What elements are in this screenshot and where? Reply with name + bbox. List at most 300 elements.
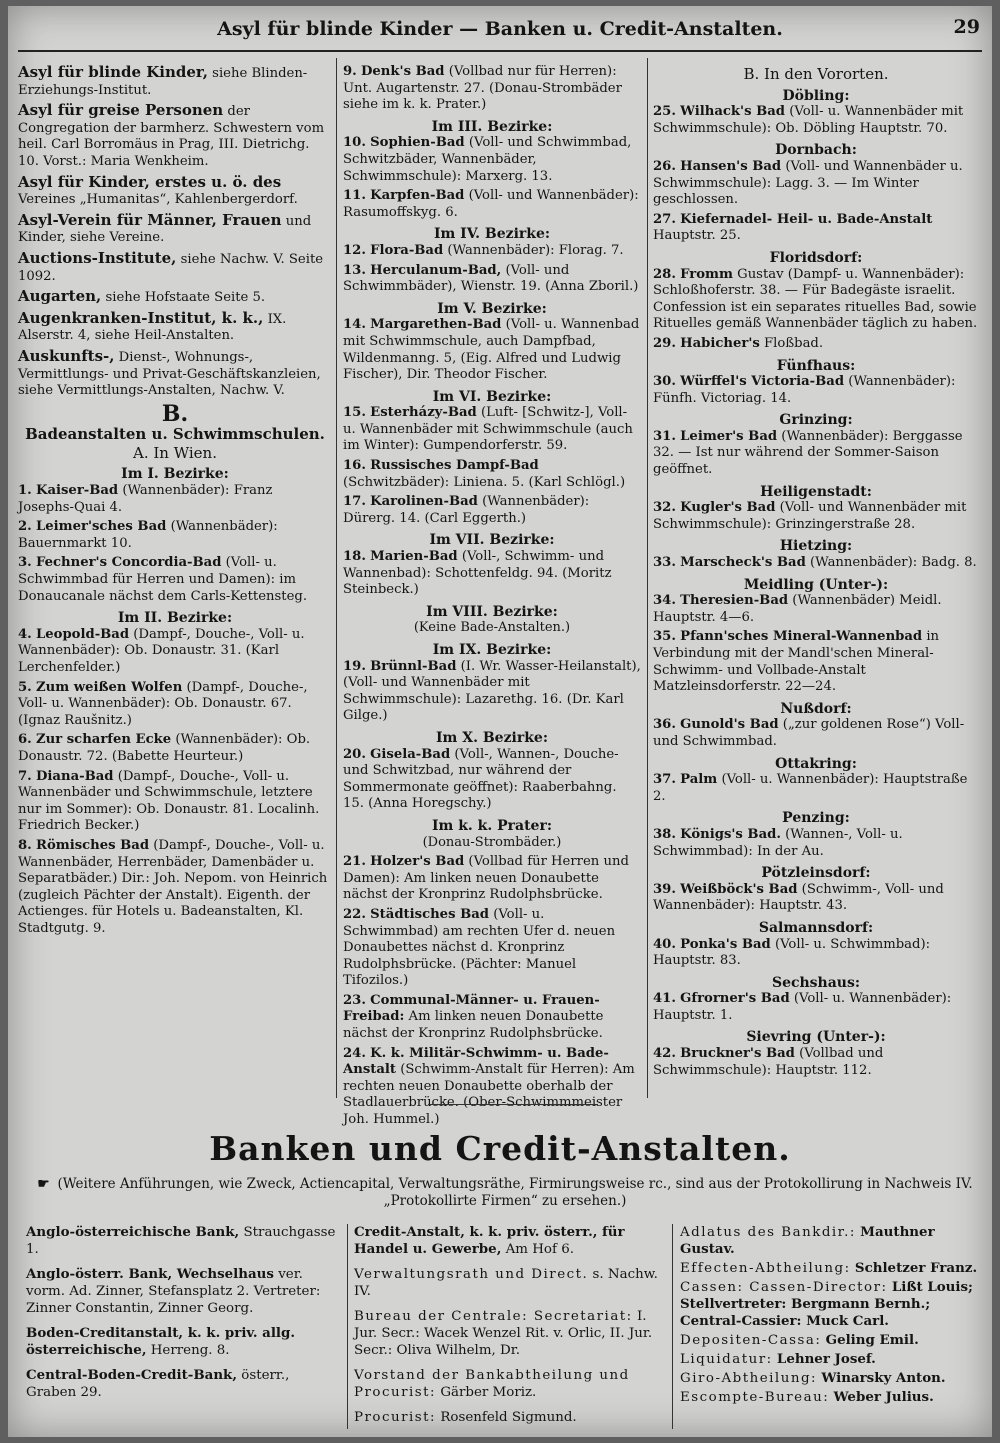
- bank-staff-entry: [354, 1409, 666, 1426]
- bath-number: 33.: [653, 555, 676, 571]
- bath-number: 10.: [343, 135, 366, 151]
- bath-name: Herculanum-Bad,: [370, 262, 502, 278]
- suburb-bath-list: [653, 88, 979, 1080]
- place-heading: Hietzing:: [779, 538, 853, 555]
- bath-details: (Dampf-, Douche-, Voll- u. Wannenbäder, Herrenbäder, Damenbäder u. Separatbäder.) Dir.: Joh. Nepom. von Heinrich (zugleich Pächter der Anstalt). Eigenth. der Actienges. für Hotels u. Badeanstalten, Kl. Stadtgutg. 9.: [18, 837, 328, 936]
- bank-name: Anglo-österr. Bank, Wechselhaus: [26, 1266, 274, 1282]
- bath-details: (Wannenbäder): Dürerg. 14. (Carl Eggerth.): [343, 494, 590, 526]
- bath-list: [343, 243, 641, 296]
- district-heading: Im I. Bezirke:: [121, 466, 229, 483]
- bank-entry: [26, 1367, 342, 1401]
- district-heading: Im VI. Bezirke:: [432, 388, 552, 405]
- bath-number: 5.: [18, 679, 32, 695]
- district-heading: Im k. k. Prater:: [431, 817, 553, 834]
- bath-entry: [18, 627, 332, 677]
- bath-details: (Wannenbäder): Franz Josephs-Quai 4.: [18, 483, 273, 515]
- bath-number: 25.: [653, 104, 676, 120]
- bank-address: Am Hof 6.: [505, 1242, 574, 1257]
- district-heading: Im II. Bezirke:: [117, 610, 233, 627]
- section-letter: B.: [161, 400, 189, 427]
- bath-number: 40.: [653, 936, 676, 952]
- staff-role: Adlatus des Bankdir.:: [680, 1225, 856, 1240]
- bath-entry: [653, 336, 979, 353]
- bath-number: 13.: [343, 262, 366, 278]
- place-heading: Fünfhaus:: [776, 357, 856, 374]
- bath-name: Gunold's Bad: [680, 717, 779, 733]
- banks-title: Banken und Credit-Anstalten.: [209, 1129, 791, 1168]
- bath-number: 29.: [653, 335, 676, 351]
- bath-number: 8.: [18, 837, 32, 853]
- index-entry: [18, 174, 332, 209]
- bath-name: Weißböck's Bad: [680, 881, 798, 897]
- place-heading: Salmannsdorf:: [758, 919, 874, 936]
- bath-list: [343, 135, 641, 221]
- bath-details: (Voll- u. Wannenbäder): Hauptstraße 2.: [653, 772, 968, 804]
- bank-entry: [26, 1325, 342, 1359]
- bath-entry: [343, 317, 641, 383]
- bath-details: (Vollbad und Schwimmschule): Hauptstr. 112.: [653, 1046, 884, 1078]
- bath-name: Bruckner's Bad: [680, 1046, 795, 1062]
- bank-staff-entry: [354, 1308, 666, 1359]
- staff-names: Rosenfeld Sigmund.: [440, 1410, 577, 1425]
- bath-details: (Wannenbäder) Meidl. Hauptstr. 4—6.: [653, 593, 942, 625]
- bath-entry: [653, 429, 979, 479]
- bath-name: Kiefernadel- Heil- u. Bade-Anstalt: [680, 211, 933, 227]
- pointing-hand-icon: ☛: [37, 1176, 50, 1192]
- bath-number: 38.: [653, 826, 676, 842]
- bath-entry: [343, 659, 641, 725]
- place-heading: Meidling (Unter-):: [743, 576, 889, 593]
- bank-name: Credit-Anstalt, k. k. priv. österr., für Handel u. Gewerbe,: [354, 1224, 625, 1257]
- bath-number: 28.: [653, 266, 676, 282]
- entry-name: Augenkranken-Institut, k. k.,: [18, 308, 264, 327]
- staff-names: Gärber Moriz.: [440, 1385, 537, 1400]
- entry-text: IX. Alserstr. 4, siehe Heil-Anstalten.: [18, 311, 287, 344]
- index-entry: [18, 212, 332, 247]
- bank-entry: [26, 1266, 342, 1317]
- bath-details: (Dampf-, Douche-, Voll- u. Wannenbäder): Ob. Donaustr. 31. (Karl Lerchenfelder.): [18, 626, 305, 675]
- entry-text: der Congregation der barmherz. Schwestern vom heil. Carl Borromäus in Prag, III. Dietrichg. 10. Vorst.: Maria Wenkheim.: [18, 104, 325, 169]
- bath-entry: [343, 263, 641, 296]
- bath-details: (Voll- u. Schwimmbad) am rechten Ufer d. neuen Donaubettes nächst d. Kronprinz Rudolphsbrücke. (Pächter: Manuel Tifozilos.): [343, 906, 616, 989]
- bath-entry: [18, 680, 332, 730]
- bath-name: Russisches Dampf-Bad: [370, 458, 539, 474]
- entry-text: siehe Nachw. V. Seite 1092.: [18, 251, 324, 284]
- bath-name: Diana-Bad: [35, 768, 114, 784]
- bath-entry: [653, 882, 979, 915]
- bath-number: 19.: [343, 658, 366, 674]
- bath-number: 3.: [18, 555, 32, 571]
- bath-entry: [343, 854, 641, 904]
- bath-entry: [343, 64, 641, 114]
- staff-names: Weber Julius.: [833, 1389, 934, 1405]
- staff-role: Liquidatur:: [680, 1352, 773, 1367]
- bath-name: Hansen's Bad: [680, 158, 782, 174]
- bath-details: (Luft- [Schwitz-], Voll- u. Wannenbäder mit Schwimmschule (auch im Winter): Gumpendorferstr. 59.: [343, 405, 633, 454]
- bath-name: Sophien-Bad: [370, 135, 465, 151]
- index-entry: [18, 348, 332, 400]
- column-1: [18, 64, 332, 941]
- index-entry: [18, 102, 332, 170]
- bath-entry: [653, 267, 979, 333]
- staff-role: Giro-Abtheilung:: [680, 1371, 818, 1386]
- bath-entry: [18, 483, 332, 516]
- bath-name: Zum weißen Wolfen: [35, 679, 183, 695]
- bank-address: Herreng. 8.: [150, 1343, 230, 1358]
- bath-list: [18, 627, 332, 938]
- place-heading: Sievring (Unter-):: [746, 1029, 886, 1046]
- header-rule: [18, 50, 982, 52]
- bank-entry: [354, 1224, 666, 1258]
- bank-staff-entry: [680, 1260, 980, 1277]
- bath-details: (Wannenbäder): Florag. 7.: [447, 242, 624, 258]
- bath-details: (Voll- und Wannenbäder u. Schwimmschule): Lagg. 3. — Im Winter geschlossen.: [653, 158, 963, 208]
- bath-number: 24.: [343, 1045, 366, 1061]
- bath-details: in Verbindung mit der Mandl'schen Mineral-Schwimm- und Vollbade-Anstalt Matzleinsdorferstr. 22—24.: [653, 629, 940, 695]
- bath-number: 6.: [18, 732, 32, 748]
- asyl-list: [18, 64, 332, 400]
- bath-list: [343, 854, 641, 1129]
- bath-number: 12.: [343, 242, 366, 258]
- staff-names: Lehner Josef.: [776, 1351, 876, 1367]
- bath-name: Palm: [680, 772, 718, 788]
- banks-note: [30, 1176, 980, 1210]
- index-entry: [18, 64, 332, 99]
- running-header: [8, 10, 992, 50]
- staff-names: Lißt Louis; Stellvertreter: Bergmann Bernh.; Central-Cassier: Muck Carl.: [680, 1279, 973, 1329]
- place-heading: Ottakring:: [775, 755, 857, 772]
- entry-name: Asyl für blinde Kinder,: [18, 63, 208, 81]
- bath-name: Gfrorner's Bad: [680, 991, 790, 1007]
- bath-number: 21.: [343, 854, 366, 870]
- bath-entry: [653, 500, 979, 533]
- staff-names: Winarsky Anton.: [821, 1370, 946, 1386]
- place-heading: Floridsdorf:: [769, 249, 863, 266]
- bath-details: (Wannenbäder): Berggasse 32. — Ist nur während der Sommer-Saison geöffnet.: [653, 428, 963, 478]
- bath-number: 4.: [18, 626, 32, 642]
- bath-details: (Voll- u. Wannenbad mit Schwimmschule, auch Dampfbad, Wildenmanng. 5, (Eig. Alfred und Ludwig Fischer), Dir. Theodor Fischer.: [343, 317, 640, 383]
- entry-name: Augarten,: [18, 287, 102, 306]
- staff-role: Effecten-Abtheilung:: [680, 1261, 851, 1276]
- bath-entry: [653, 827, 979, 860]
- banks-column-1: [26, 1224, 342, 1409]
- bath-name: Zur scharfen Ecke: [35, 732, 172, 748]
- bath-details: (Voll- und Wannenbäder): Rasumoffskyg. 6.: [343, 188, 639, 220]
- place-heading: Grinzing:: [779, 412, 853, 429]
- bath-details: („zur goldenen Rose“) Voll- und Schwimmbad.: [653, 717, 965, 749]
- bath-entry: [653, 104, 979, 137]
- district-heading: Im VII. Bezirke:: [429, 532, 555, 549]
- bath-number: 42.: [653, 1046, 676, 1062]
- bath-entry: [343, 135, 641, 185]
- bath-details: (Voll- u. Wannenbäder mit Schwimmschule): Ob. Döbling Hauptstr. 70.: [653, 104, 964, 136]
- entry-text: und Kinder, siehe Vereine.: [18, 213, 312, 246]
- entry-name: Asyl-Verein für Männer, Frauen: [18, 210, 282, 229]
- bath-list: [343, 317, 641, 383]
- bath-number: 27.: [653, 211, 676, 227]
- bath-details: (Wannenbäder): Bauernmarkt 10.: [18, 519, 278, 551]
- bath-details: (Voll- und Schwimmbad, Schwitzbäder, Wannenbäder, Schwimmschule): Marxerg. 13.: [343, 135, 632, 184]
- bath-number: 37.: [653, 772, 676, 788]
- bath-name: Pfann'sches Mineral-Wannenbad: [680, 629, 923, 645]
- staff-role: Procurist:: [354, 1410, 437, 1425]
- bank-staff-list: [354, 1266, 666, 1426]
- section-title: Badeanstalten u. Schwimmschulen.: [25, 425, 325, 444]
- bath-entry: [343, 993, 641, 1043]
- entry-text: siehe Blinden-Erziehungs-Institut.: [18, 66, 308, 98]
- bath-list: [343, 405, 641, 527]
- bath-details: (Voll- und Schwimmbäder), Wienstr. 19. (Anna Zboril.): [343, 262, 639, 295]
- bath-name: Römisches Bad: [35, 837, 150, 853]
- staff-role: Depositen-Cassa:: [680, 1333, 822, 1348]
- bath-entry: [343, 747, 641, 813]
- bath-name: Leimer'sches Bad: [35, 519, 167, 535]
- bath-entry: [653, 159, 979, 209]
- bath-number: 7.: [18, 768, 32, 784]
- page-number: 29: [953, 16, 980, 38]
- bath-list: [343, 747, 641, 813]
- staff-role: Bureau der Centrale: Secretariat:: [354, 1309, 633, 1324]
- bath-list: [343, 549, 641, 599]
- district-heading: Im IV. Bezirke:: [433, 226, 551, 243]
- subsection-a: A. In Wien.: [133, 443, 217, 462]
- bath-number: 23.: [343, 992, 366, 1008]
- bath-details: (Schwimm-Anstalt für Herren): Am rechten neuen Donaubette oberhalb der Stadlauerbrücke. (Ober-Schwimmmeister Joh. Hummel.): [343, 1062, 635, 1128]
- bath-number: 26.: [653, 158, 676, 174]
- place-heading: Penzing:: [782, 810, 850, 827]
- banks-note-text: (Weitere Anführungen, wie Zweck, Actiencapital, Verwaltungsräthe, Firmirungsweise rc., sind aus der Protokollirung in Nachweis IV. „Protokollirte Firmen“ zu ersehen.): [57, 1176, 973, 1209]
- bath-entry: [653, 555, 979, 572]
- bath-name: Leopold-Bad: [35, 626, 130, 642]
- bath-name: Margarethen-Bad: [370, 317, 502, 333]
- bath-name: Kugler's Bad: [680, 500, 776, 516]
- staff-names: Geling Emil.: [825, 1332, 919, 1348]
- place-heading: Heiligenstadt:: [760, 483, 872, 500]
- bath-number: 16.: [343, 458, 366, 474]
- staff-role: Verwaltungsrath und Direct.: [354, 1267, 589, 1282]
- bath-entry: [653, 1046, 979, 1079]
- bank-address: Strauchgasse 1.: [26, 1225, 336, 1257]
- bath-name: Leimer's Bad: [680, 428, 778, 444]
- bath-details: (Dampf-, Douche-, Voll- u. Wannenbäder und Schwimmschule, letztere nur im Sommer): Ob. Donaustr. 81. Localinh. Friedrich Becker.): [18, 768, 320, 834]
- staff-role: Cassen: Cassen-Director:: [680, 1280, 888, 1295]
- column-divider-2: [647, 58, 648, 1098]
- bath-entry: [653, 212, 979, 245]
- bath-number: 20.: [343, 746, 366, 762]
- bath-details: (Schwimm-, Voll- und Wannenbäder): Hauptstr. 43.: [653, 881, 944, 914]
- bath-name: Fromm: [680, 266, 733, 282]
- entry-text: Vereines „Humanitas“, Kahlenbergerdorf.: [18, 192, 298, 208]
- place-heading: Pötzleinsdorf:: [761, 865, 871, 882]
- bath-number: 2.: [18, 519, 32, 535]
- entry-name: Asyl für greise Personen: [18, 101, 224, 120]
- bath-number: 31.: [653, 428, 676, 444]
- bath-entry: [18, 769, 332, 835]
- entry-name: Auctions-Institute,: [18, 248, 177, 267]
- bath-name: Gisela-Bad: [370, 746, 451, 762]
- bath-number: 34.: [653, 593, 676, 609]
- bath-entry: [653, 937, 979, 970]
- bath-details: (Voll- u. Schwimmbad für Herren und Damen): im Donaucanale nächst dem Carls-Kettensteg.: [18, 555, 308, 604]
- bath-number: 9.: [343, 64, 357, 79]
- bank-staff-entry: [680, 1370, 980, 1387]
- bath-entry: [653, 991, 979, 1024]
- staff-names: Schletzer Franz.: [854, 1260, 978, 1276]
- bath-name: Habicher's: [680, 335, 760, 351]
- bank-column-divider-2: [672, 1224, 673, 1429]
- staff-names: s. Nachw. IV.: [354, 1267, 658, 1299]
- bath-entry: [653, 374, 979, 407]
- district-heading: Im X. Bezirke:: [435, 729, 548, 746]
- bank-staff-entry: [354, 1367, 666, 1401]
- bath-name: Theresien-Bad: [680, 593, 789, 609]
- bath-entry: [343, 494, 641, 527]
- bath-name: Karolinen-Bad: [370, 494, 478, 510]
- bath-entry: [653, 629, 979, 695]
- bath-name: Fechner's Concordia-Bad: [35, 555, 222, 571]
- entry-text: siehe Hofstaate Seite 5.: [105, 290, 266, 306]
- bank-address: österr., Graben 29.: [26, 1368, 290, 1400]
- bath-details: (Voll-, Wannen-, Douche- und Schwitzbad, nur während der Sommermonate geöffnet): Raaberbahng. 15. (Anna Horegschy.): [343, 746, 619, 812]
- bath-name: Würffel's Victoria-Bad: [680, 374, 845, 390]
- bath-name: Wilhack's Bad: [680, 104, 786, 120]
- bath-number: 39.: [653, 881, 676, 897]
- bath-number: 17.: [343, 494, 366, 510]
- bath-details: Floßbad.: [764, 335, 824, 351]
- entry-name: Asyl für Kinder, erstes u. ö. des: [18, 172, 282, 191]
- bank-column-divider-1: [347, 1224, 348, 1429]
- bath-number: 1.: [18, 483, 32, 499]
- bank-staff-entry: [680, 1351, 980, 1368]
- bath-number: 18.: [343, 549, 366, 565]
- index-entry: [18, 250, 332, 285]
- entry-name: Auskunfts-,: [18, 346, 115, 365]
- header-title: Asyl für blinde Kinder — Banken u. Credit-Anstalten.: [217, 18, 783, 40]
- entry-text: Dienst-, Wohnungs-, Vermittlungs- und Privat-Geschäftskanzleien, siehe Vermittlungs-Anstalten, Nachw. V.: [18, 349, 321, 399]
- bath-details: Hauptstr. 25.: [653, 228, 741, 244]
- bank-staff-entry: [680, 1332, 980, 1349]
- bath-details: (Schwitzbäder): Liniena. 5. (Karl Schlögl.): [343, 474, 626, 490]
- bath-details: (Voll-, Schwimm- und Wannenbad): Schottenfeldg. 94. (Moritz Steinbeck.): [343, 549, 612, 598]
- bath-entry: [653, 772, 979, 805]
- banks-column-3: [680, 1224, 980, 1408]
- district-heading: Im III. Bezirke:: [431, 118, 553, 135]
- bath-list: [343, 64, 641, 114]
- bath-details: (Wannen-, Voll- u. Schwimmbad): In der Au.: [653, 826, 903, 859]
- bath-number: 15.: [343, 405, 366, 421]
- index-entry: [18, 310, 332, 345]
- subsection-b: B. In den Vororten.: [743, 65, 889, 83]
- district-heading: Im VIII. Bezirke:: [426, 603, 558, 620]
- place-heading: Sechshaus:: [771, 974, 861, 991]
- bath-name: Kaiser-Bad: [35, 483, 119, 499]
- staff-role: Vorstand der Bankabtheilung und Procurist:: [354, 1368, 630, 1400]
- bath-details: (Wannenbäder): Badg. 8.: [810, 555, 977, 571]
- bath-number: 35.: [653, 629, 676, 645]
- bath-name: Brünnl-Bad: [370, 658, 457, 674]
- bath-number: 14.: [343, 317, 366, 333]
- staff-names: Mauthner Gustav.: [680, 1224, 935, 1257]
- district-heading: Im V. Bezirke:: [437, 300, 547, 317]
- bath-entry: [343, 1046, 641, 1129]
- bath-name: Holzer's Bad: [370, 854, 465, 870]
- bath-name: Städtisches Bad: [370, 906, 489, 922]
- bath-details: (Vollbad für Herren und Damen): Am linken neuen Donaubette nächst der Kronprinz Rudolphsbrücke.: [343, 854, 629, 903]
- bath-name: Denk's Bad: [360, 64, 445, 79]
- bath-entry: [18, 555, 332, 605]
- district-note: (Donau-Strombäder.): [422, 834, 562, 850]
- bath-details: (Vollbad nur für Herren): Unt. Augartenstr. 27. (Donau-Strombäder siehe im k. k. Prater.): [343, 64, 622, 113]
- bank-address: ver. vorm. Ad. Zinner, Stefansplatz 2. Vertreter: Zinner Constantin, Zinner Georg.: [26, 1267, 321, 1316]
- bath-details: (I. Wr. Wasser-Heilanstalt), (Voll- und Wannenbäder mit Schwimmschule): Lazarethg. 16. (Dr. Karl Gilge.): [343, 658, 641, 724]
- column-3: [653, 64, 979, 1082]
- bath-entry: [343, 405, 641, 455]
- bath-name: Esterházy-Bad: [370, 405, 477, 421]
- district-note: (Keine Bade-Anstalten.): [413, 620, 571, 636]
- bath-details: (Dampf-, Douche-, Voll- u. Wannenbäder): Ob. Donaustr. 67. (Ignaz Raušnitz.): [18, 679, 308, 728]
- bath-number: 22.: [343, 906, 366, 922]
- bath-entry: [18, 838, 332, 938]
- bath-name: Flora-Bad: [370, 242, 444, 258]
- bath-name: Marscheck's Bad: [680, 555, 806, 571]
- bath-name: K. k. Militär-Schwimm- u. Bade-Anstalt: [343, 1045, 609, 1078]
- bath-details: (Voll- u. Wannenbäder): Hauptstr. 1.: [653, 991, 952, 1023]
- staff-names: I. Jur. Secr.: Wacek Wenzel Rit. v. Orlic, II. Jur. Secr.: Oliva Wilhelm, Dr.: [354, 1309, 653, 1358]
- bath-entry: [18, 732, 332, 765]
- bath-details: Am linken neuen Donaubette nächst der Kronprinz Rudolphsbrücke.: [343, 1009, 604, 1042]
- section-separator: [428, 1104, 598, 1105]
- column-2: [343, 64, 641, 1132]
- bath-number: 36.: [653, 717, 676, 733]
- bath-number: 32.: [653, 500, 676, 516]
- bath-list: [18, 483, 332, 605]
- index-entry: [18, 288, 332, 307]
- bank-staff-entry: [680, 1389, 980, 1406]
- bath-name: Königs's Bad.: [680, 826, 781, 842]
- bank-name: Central-Boden-Credit-Bank,: [26, 1367, 237, 1383]
- bath-entry: [343, 243, 641, 260]
- district-heading: Im IX. Bezirke:: [432, 642, 552, 658]
- bath-details: (Voll- u. Schwimmbad): Hauptstr. 83.: [653, 936, 931, 969]
- bath-entry: [343, 549, 641, 599]
- bank-staff-entry: [354, 1266, 666, 1300]
- place-heading: Nußdorf:: [780, 700, 852, 717]
- bank-name: Anglo-österreichische Bank,: [26, 1224, 240, 1240]
- bank-staff-entry: [680, 1224, 980, 1258]
- page: [8, 6, 992, 1437]
- bath-name: Communal-Männer- u. Frauen-Freibad:: [343, 992, 600, 1025]
- bath-number: 11.: [343, 188, 366, 204]
- bath-list: [343, 659, 641, 725]
- bath-entry: [18, 519, 332, 552]
- column-divider-1: [336, 58, 337, 1098]
- bath-details: (Voll- und Wannenbäder mit Schwimmschule): Grinzingerstraße 28.: [653, 500, 967, 532]
- place-heading: Dornbach:: [775, 142, 857, 159]
- bath-entry: [343, 458, 641, 491]
- bath-number: 30.: [653, 374, 676, 390]
- bath-details: Gustav (Dampf- u. Wannenbäder): Schloßhoferstr. 38. — Für Badegäste israelit. Confession ist ein separates rituelles Bad, sowie Rituelles gemäß Wannenbäder täglich zu haben.: [653, 266, 978, 332]
- bank-entry: [26, 1224, 342, 1258]
- bath-entry: [653, 717, 979, 750]
- bank-name: Boden-Creditanstalt, k. k. priv. allg. österreichische,: [26, 1325, 296, 1358]
- banks-column-2: [354, 1224, 666, 1434]
- bath-name: Karpfen-Bad: [370, 188, 465, 204]
- bath-entry: [653, 593, 979, 626]
- bath-name: Marien-Bad: [370, 549, 458, 565]
- staff-role: Escompte-Bureau:: [680, 1390, 830, 1405]
- bath-details: (Wannenbäder): Ob. Donaustr. 72. (Babette Heurteur.): [18, 732, 311, 764]
- bath-entry: [343, 188, 641, 221]
